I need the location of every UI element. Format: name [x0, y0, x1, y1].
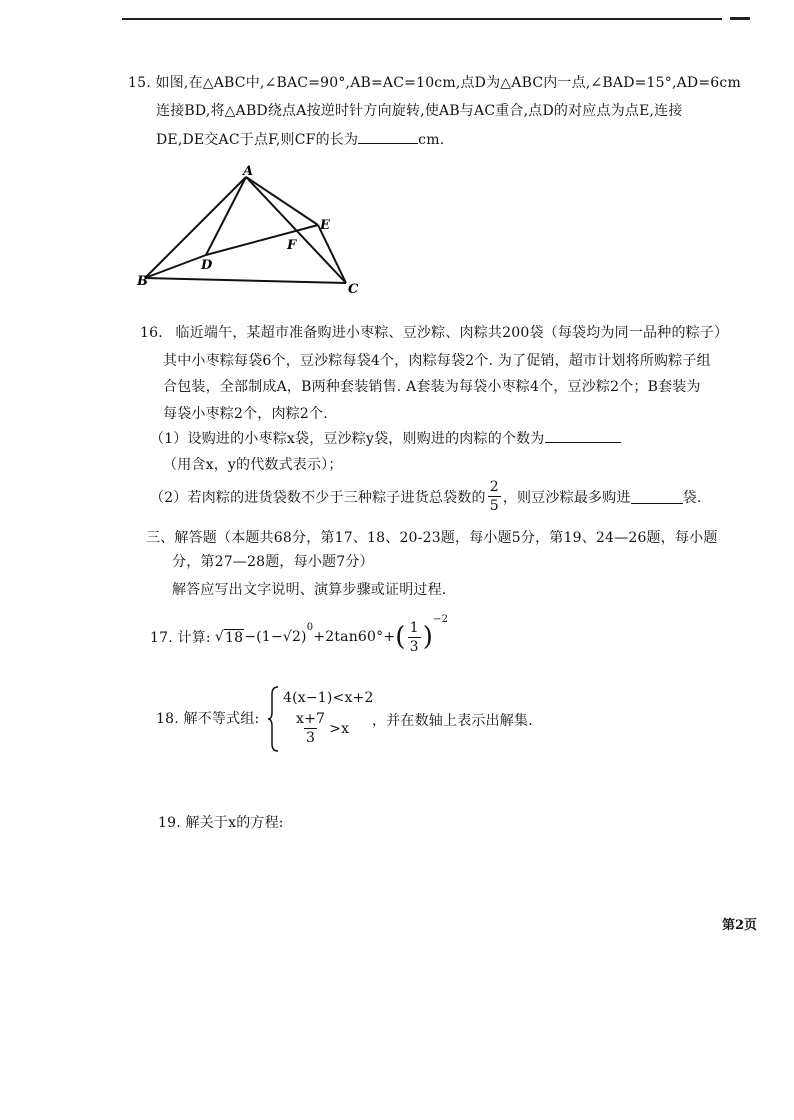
- left-paren-icon: (: [395, 622, 406, 652]
- q18-label: 18. 解不等式组:: [156, 711, 260, 727]
- q18-inequality-2: [292, 712, 349, 745]
- q16-line2: 其中小枣粽每袋6个，豆沙粽每袋4个，肉粽每袋2个. 为了促销，超市计划将所购粽子组: [163, 353, 711, 369]
- q15-line2: 连接BD,将△ABD绕点A按逆时针方向旋转,使AB与AC重合,点D的对应点为点E,连接: [156, 103, 683, 119]
- q16-part1-blank: [545, 442, 621, 443]
- section3-instruction: 解答应写出文字说明、演算步骤或证明过程.: [172, 582, 447, 598]
- page-number: 第2页: [722, 918, 758, 933]
- label-A: A: [243, 165, 254, 179]
- q16-line1: [140, 322, 728, 342]
- label-E: E: [320, 218, 330, 233]
- q15-text-1: 如图,在△ABC中,∠BAC=90°,AB=AC=10cm,点D为△ABC内一点,∠BAD=15°,AD=6cm: [155, 75, 741, 91]
- q17-line: [150, 612, 448, 662]
- section3-heading-2: 分，第27—28题，每小题7分）: [172, 554, 374, 570]
- q16-line4: 每袋小枣粽2个，肉粽2个.: [163, 406, 328, 422]
- q16-fraction-numerator: 2: [489, 479, 499, 495]
- q18-fraction-denominator: 3: [306, 730, 316, 746]
- sqrt-icon: √: [214, 629, 224, 645]
- segment-BC: [145, 278, 346, 283]
- q18-fraction-numerator: x+7: [296, 711, 326, 727]
- q17-radicand: 18: [224, 629, 244, 646]
- q17-fraction-denominator: 3: [409, 638, 419, 655]
- q15-text-3: DE,DE交AC于点F,则CF的长为: [156, 132, 359, 148]
- q16-part2-fraction: [488, 480, 501, 513]
- segment-AE: [246, 177, 318, 225]
- q16-part2: [150, 480, 702, 513]
- q17-exponent-zero: 0: [306, 622, 314, 633]
- q18-relation: >x: [329, 720, 350, 737]
- section3-heading: 三、解答题（本题共68分，第17、18、20-23题，每小题5分，第19、24—26题，每小题: [146, 530, 718, 546]
- q16-text-1: 临近端午，某超市准备购进小枣粽、豆沙粽、肉粽共200袋（每袋均为同一品种的粽子）: [175, 325, 729, 341]
- q16-part1-text: （1）设购进的小枣粽x袋，豆沙粽y袋，则购进的肉粽的个数为: [150, 431, 545, 447]
- q16-part1: [150, 428, 621, 448]
- q16-line3: 合包装，全部制成A，B两种套装销售. A套装为每袋小枣粽4个，豆沙粽2个；B套装为: [163, 379, 701, 395]
- q16-part2-text: （2）若肉粽的进货袋数不少于三种粽子进货总袋数的: [150, 489, 486, 506]
- q15-answer-blank: [358, 143, 418, 144]
- segment-DE: [206, 225, 318, 255]
- q17-term3: +2tan60°+: [313, 629, 396, 645]
- q18-fraction: [294, 712, 327, 745]
- right-paren-icon: ): [422, 622, 434, 652]
- segment-CE: [318, 225, 346, 283]
- q17-fraction-numerator: 1: [409, 619, 419, 636]
- q15-triangle-figure: [135, 165, 365, 300]
- q15-line3: [156, 129, 444, 149]
- q18-inequality-1: 4(x−1)<x+2: [283, 690, 374, 706]
- label-F: F: [287, 238, 297, 253]
- q15-number: 15.: [128, 75, 151, 91]
- q17-label: 17. 计算:: [150, 630, 211, 646]
- segment-AD: [206, 177, 246, 255]
- segment-BD: [145, 255, 206, 278]
- q16-part1-note: （用含x，y的代数式表示）；: [163, 457, 343, 473]
- header-rule-mark: [730, 17, 750, 20]
- q18-suffix: ，并在数轴上表示出解集.: [372, 713, 533, 729]
- q16-part2-end: 袋.: [682, 489, 702, 506]
- label-C: C: [348, 282, 359, 297]
- q17-fraction: [408, 621, 421, 654]
- label-D: D: [201, 258, 213, 273]
- q19-label: 19. 解关于x的方程:: [158, 815, 284, 831]
- header-rule: [122, 18, 722, 20]
- q16-fraction-denominator: 5: [489, 498, 499, 514]
- left-brace-icon: [267, 686, 279, 752]
- q17-term2: −(1−√2): [244, 629, 307, 645]
- q15-line1: [128, 72, 741, 92]
- q16-part2-blank: [631, 503, 683, 504]
- label-B: B: [137, 274, 148, 289]
- q16-part2-text-2: ，则豆沙粽最多购进: [502, 489, 631, 506]
- q15-unit: cm.: [418, 132, 445, 148]
- q16-number: 16.: [140, 325, 163, 341]
- q17-exponent-neg2: −2: [433, 614, 449, 625]
- segment-AB: [145, 177, 246, 278]
